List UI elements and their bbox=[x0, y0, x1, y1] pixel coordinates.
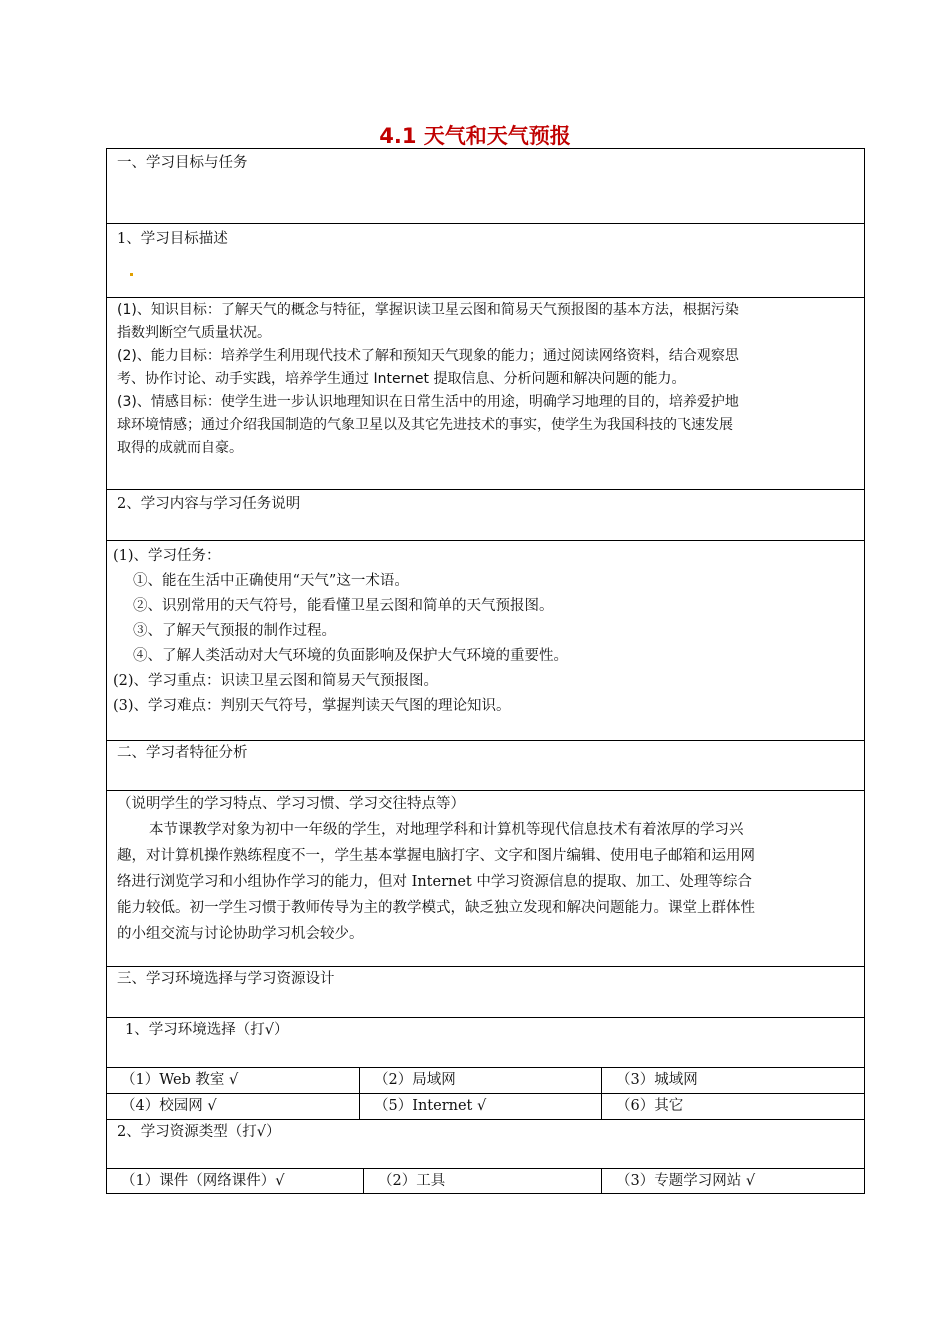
task-line: (1)、学习任务： bbox=[113, 548, 221, 564]
environment-option: （4）校园网 √ bbox=[107, 1094, 360, 1119]
environment-option: （5）Internet √ bbox=[360, 1094, 602, 1119]
task-line: (2)、学习重点：识读卫星云图和简易天气预报图。 bbox=[113, 673, 439, 689]
goal-line: 考、协作讨论、动手实践，培养学生通过 Internet 提取信息、分析问题和解决问题的能力。 bbox=[117, 371, 686, 387]
environment-options-row-2 bbox=[107, 1094, 864, 1120]
task-line: ③、了解天气预报的制作过程。 bbox=[133, 623, 336, 639]
resources-options-row bbox=[107, 1169, 864, 1194]
resource-option: （1）课件（网络课件）√ bbox=[107, 1169, 364, 1194]
environment-option: （6）其它 bbox=[616, 1098, 684, 1114]
objectives-heading-row bbox=[107, 224, 864, 298]
section-1-row bbox=[107, 149, 864, 224]
tasks-row bbox=[107, 541, 864, 741]
learner-line: 的小组交流与讨论协助学习机会较少。 bbox=[117, 926, 364, 942]
content-heading-row bbox=[107, 490, 864, 541]
learner-line: 能力较低。初一学生习惯于教师传导为主的教学模式，缺乏独立发现和解决问题能力。课堂上群体性 bbox=[117, 900, 755, 916]
section-2-heading: 二、学习者特征分析 bbox=[117, 745, 248, 761]
learner-line: 本节课教学对象为初中一年级的学生，对地理学科和计算机等现代信息技术有着浓厚的学习兴 bbox=[149, 822, 744, 838]
section-1-heading: 一、学习目标与任务 bbox=[117, 155, 248, 171]
objectives-row bbox=[107, 298, 864, 490]
goal-line: 指数判断空气质量状况。 bbox=[117, 325, 271, 341]
task-line: (3)、学习难点：判别天气符号，掌握判读天气图的理论知识。 bbox=[113, 698, 511, 714]
environment-option: （2）局域网 bbox=[360, 1068, 602, 1093]
section-3-row bbox=[107, 967, 864, 1018]
environment-option: （1）Web 教室 √ bbox=[107, 1068, 360, 1093]
resources-heading: 2、学习资源类型（打√） bbox=[117, 1124, 281, 1140]
document-title: 4.1 天气和天气预报 bbox=[379, 124, 571, 148]
learner-line: 络进行浏览学习和小组协作学习的能力，但对 Internet 中学习资源信息的提取、加工、处理等综合 bbox=[117, 874, 752, 890]
learner-line: 趣，对计算机操作熟练程度不一，学生基本掌握电脑打字、文字和图片编辑、使用电子邮箱和运用网 bbox=[117, 848, 755, 864]
task-line: ②、识别常用的天气符号，能看懂卫星云图和简单的天气预报图。 bbox=[133, 598, 554, 614]
environment-options-row-1 bbox=[107, 1068, 864, 1094]
resource-option: （3）专题学习网站 √ bbox=[616, 1173, 756, 1189]
objectives-heading: 1、学习目标描述 bbox=[117, 231, 228, 247]
environment-heading: 1、学习环境选择（打√） bbox=[125, 1022, 289, 1038]
task-line: ④、了解人类活动对大气环境的负面影响及保护大气环境的重要性。 bbox=[133, 648, 568, 664]
goal-line: (2)、能力目标：培养学生利用现代技术了解和预知天气现象的能力；通过阅读网络资料，结合观察思 bbox=[117, 348, 739, 364]
lesson-plan-table bbox=[106, 148, 865, 1194]
section-2-row bbox=[107, 741, 864, 791]
content-heading: 2、学习内容与学习任务说明 bbox=[117, 496, 301, 512]
goal-line: (3)、情感目标：使学生进一步认识地理知识在日常生活中的用途，明确学习地理的目的，培养爱护地 bbox=[117, 394, 739, 410]
resource-option: （2）工具 bbox=[364, 1169, 602, 1194]
goal-line: 球环境情感；通过介绍我国制造的气象卫星以及其它先进技术的事实，使学生为我国科技的飞速发展 bbox=[117, 417, 733, 433]
task-line: ①、能在生活中正确使用“天气”这一术语。 bbox=[133, 573, 409, 589]
goal-line: (1)、知识目标：了解天气的概念与特征，掌握识读卫星云图和简易天气预报图的基本方法，根据污染 bbox=[117, 302, 739, 318]
stray-mark bbox=[130, 273, 133, 276]
environment-heading-row bbox=[107, 1018, 864, 1068]
learner-line: （说明学生的学习特点、学习习惯、学习交往特点等） bbox=[117, 796, 465, 812]
section-3-heading: 三、学习环境选择与学习资源设计 bbox=[117, 971, 335, 987]
environment-option: （3）城域网 bbox=[616, 1072, 698, 1088]
learner-analysis-row bbox=[107, 791, 864, 967]
resources-heading-row bbox=[107, 1120, 864, 1169]
goal-line: 取得的成就而自豪。 bbox=[117, 440, 243, 456]
